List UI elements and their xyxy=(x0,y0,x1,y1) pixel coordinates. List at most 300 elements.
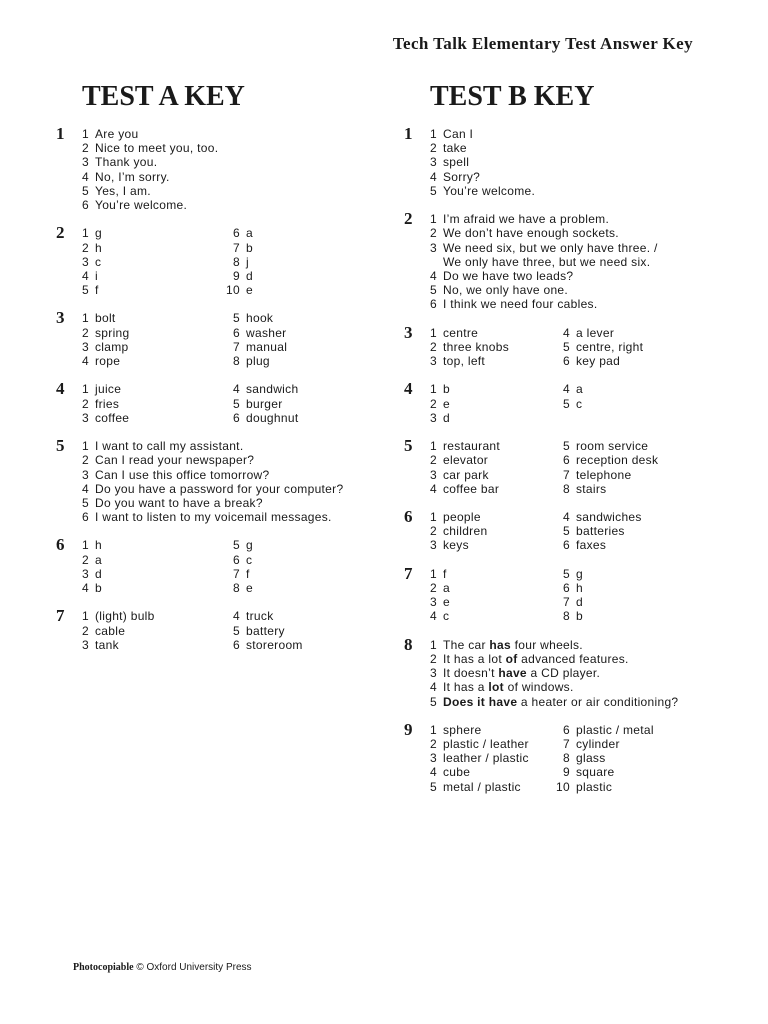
answer-cell-left xyxy=(82,581,224,595)
item-number: 7 xyxy=(233,566,240,581)
item-number: 5 xyxy=(233,396,240,411)
item-number: 3 xyxy=(82,566,89,581)
answer-text: Yes, I am. xyxy=(95,183,151,198)
item-number: 3 xyxy=(430,666,437,681)
answer-cell-right xyxy=(224,382,298,396)
item-number: 3 xyxy=(82,637,89,652)
answer-text: coffee xyxy=(95,410,130,425)
answer-section xyxy=(404,507,734,553)
answer-line xyxy=(430,695,734,709)
item-number: 1 xyxy=(430,382,437,397)
answer-cell-right xyxy=(224,255,249,269)
answer-text: doughnut xyxy=(246,410,299,425)
footer-publisher: © Oxford University Press xyxy=(136,962,252,973)
answer-text: d xyxy=(246,268,253,283)
answer-text: sandwiches xyxy=(576,510,642,525)
item-number: 6 xyxy=(563,354,570,368)
answer-line xyxy=(430,297,734,311)
answer-cell-left xyxy=(430,397,554,411)
answer-cell-right xyxy=(224,609,274,623)
item-number: 9 xyxy=(563,765,570,780)
answer-text: No, we only have one. xyxy=(443,283,569,298)
answer-line xyxy=(82,496,386,510)
answer-text: stairs xyxy=(576,481,607,496)
answer-cell-left xyxy=(82,226,224,240)
answer-text: h xyxy=(95,240,102,255)
answer-text: I want to listen to my voicemail messages. xyxy=(95,510,332,525)
item-number: 4 xyxy=(82,169,89,184)
answer-cell-right xyxy=(554,482,606,496)
section-number: 7 xyxy=(56,606,65,626)
item-number: 4 xyxy=(563,382,570,397)
item-number: 4 xyxy=(430,268,437,283)
answer-cell-left xyxy=(82,241,224,255)
answer-cell-right xyxy=(224,326,286,340)
answer-cell-left xyxy=(430,354,554,368)
answer-text: g xyxy=(246,538,253,553)
answer-text: f xyxy=(443,566,447,581)
answer-row xyxy=(82,340,386,354)
item-number: 3 xyxy=(430,240,437,255)
item-number: 3 xyxy=(82,339,89,354)
answer-text: Do you want to have a break? xyxy=(95,495,263,510)
item-number: 1 xyxy=(82,127,89,141)
section-number: 4 xyxy=(56,379,65,399)
item-number: 5 xyxy=(82,283,89,298)
answer-text: hook xyxy=(246,311,274,326)
answer-cell-left xyxy=(430,411,554,425)
item-number: 5 xyxy=(430,283,437,298)
answer-cell-left xyxy=(430,567,554,581)
item-number: 3 xyxy=(82,467,89,482)
item-number: 4 xyxy=(430,481,437,496)
answer-text: glass xyxy=(576,751,606,766)
answer-cell-left xyxy=(430,538,554,552)
answer-section xyxy=(404,634,734,709)
answer-cell-right xyxy=(554,411,576,425)
answer-line xyxy=(82,439,386,453)
answer-text: c xyxy=(443,609,450,624)
answer-line xyxy=(430,170,734,184)
answer-text: fries xyxy=(95,396,120,411)
answer-cell-left xyxy=(82,326,224,340)
answer-row xyxy=(430,468,734,482)
answer-section xyxy=(404,379,734,425)
answer-cell-right xyxy=(224,638,303,652)
answer-cell-right xyxy=(554,524,625,538)
answer-section xyxy=(56,436,386,525)
answer-text: plastic xyxy=(576,779,613,794)
item-number: 4 xyxy=(430,765,437,780)
item-number: 4 xyxy=(563,325,570,340)
answer-row xyxy=(82,609,386,623)
answer-cell-left xyxy=(430,439,554,453)
answer-cell-left xyxy=(82,638,224,652)
answer-cell-right xyxy=(224,567,250,581)
item-number: 3 xyxy=(82,254,89,269)
item-number: 5 xyxy=(430,779,437,794)
section-number: 7 xyxy=(404,563,413,583)
item-number: 2 xyxy=(430,339,437,354)
answer-text: a xyxy=(576,382,583,397)
section-number: 2 xyxy=(404,209,413,229)
item-number: 4 xyxy=(430,680,437,695)
item-number: 4 xyxy=(82,268,89,283)
answer-section xyxy=(404,322,734,369)
answer-text: d xyxy=(443,410,450,425)
answer-text: batteries xyxy=(576,524,625,539)
answer-text: (light) bulb xyxy=(95,609,155,624)
item-number: 6 xyxy=(233,637,240,652)
answer-text: i xyxy=(95,268,98,283)
answer-row xyxy=(82,411,386,425)
item-number: 4 xyxy=(82,581,89,595)
answer-text: e xyxy=(246,283,253,298)
answer-line xyxy=(430,255,734,269)
item-number: 2 xyxy=(430,141,437,156)
answer-line xyxy=(82,198,386,212)
answer-row xyxy=(82,269,386,283)
answer-cell-left xyxy=(430,468,554,482)
answer-cell-left xyxy=(430,524,554,538)
answer-row xyxy=(430,397,734,411)
answer-text: We don’t have enough sockets. xyxy=(443,226,619,241)
answer-text: Can I use this office tomorrow? xyxy=(95,467,270,482)
answer-text: b xyxy=(95,581,102,595)
answer-text: battery xyxy=(246,623,285,638)
item-number: 5 xyxy=(563,396,570,411)
answer-text: a xyxy=(443,581,450,595)
answer-fragment: It doesn’t xyxy=(443,666,499,681)
answer-cell-right xyxy=(554,723,654,737)
answer-text: We only have three, but we need six. xyxy=(443,254,651,269)
item-number: 6 xyxy=(233,226,240,241)
answer-line xyxy=(82,482,386,496)
answer-cell-right xyxy=(224,354,270,368)
item-number: 1 xyxy=(430,127,437,141)
answer-text: g xyxy=(95,226,102,241)
answer-row xyxy=(430,326,734,340)
answer-text: key pad xyxy=(576,354,621,368)
answer-cell-right xyxy=(554,595,583,609)
test-b-column xyxy=(404,80,734,808)
answer-row xyxy=(430,510,734,524)
answer-line xyxy=(430,241,734,255)
answer-cell-left xyxy=(82,269,224,283)
item-number: 2 xyxy=(430,396,437,411)
answer-text: juice xyxy=(95,382,122,397)
answer-row xyxy=(82,241,386,255)
item-number: 4 xyxy=(430,169,437,184)
item-number: 5 xyxy=(233,311,240,326)
answer-text: b xyxy=(576,609,583,624)
answer-row xyxy=(430,354,734,368)
answer-row xyxy=(430,453,734,467)
answer-line xyxy=(430,155,734,169)
answer-text: metal / plastic xyxy=(443,779,521,794)
item-number: 4 xyxy=(563,510,570,525)
answer-text: c xyxy=(95,254,102,269)
answer-text: centre xyxy=(443,325,479,340)
answer-row xyxy=(82,326,386,340)
item-number: 4 xyxy=(430,609,437,624)
answer-cell-right xyxy=(554,737,620,751)
answer-text: a xyxy=(95,552,102,567)
answer-row xyxy=(82,255,386,269)
answer-cell-right xyxy=(554,510,642,524)
answer-text: plastic / metal xyxy=(576,722,654,737)
answer-row xyxy=(82,638,386,652)
answer-cell-left xyxy=(430,326,554,340)
item-number: 2 xyxy=(82,623,89,638)
answer-cell-left xyxy=(430,765,554,779)
item-number: 2 xyxy=(430,226,437,241)
answer-cell-left xyxy=(430,780,554,794)
answer-cell-right xyxy=(224,538,253,552)
answer-text: I want to call my assistant. xyxy=(95,439,244,454)
answer-fragment: It has a xyxy=(443,680,489,695)
answer-text: e xyxy=(443,595,450,610)
section-number: 8 xyxy=(404,634,413,654)
answer-text: bolt xyxy=(95,311,116,326)
item-number: 2 xyxy=(82,240,89,255)
answer-row xyxy=(430,567,734,581)
answer-section xyxy=(404,124,734,198)
answer-row xyxy=(82,226,386,240)
answer-row xyxy=(82,538,386,552)
answer-emphasis: of xyxy=(505,651,518,666)
answer-row xyxy=(430,411,734,425)
item-number: 5 xyxy=(82,183,89,198)
item-number: 6 xyxy=(563,722,570,737)
answer-text: square xyxy=(576,765,615,780)
answer-text: Do we have two leads? xyxy=(443,268,574,283)
answer-cell-right xyxy=(224,241,253,255)
answer-text: j xyxy=(246,254,249,269)
answer-text: f xyxy=(246,566,250,581)
answer-cell-left xyxy=(82,538,224,552)
answer-text xyxy=(443,695,678,709)
answer-cell-right xyxy=(554,538,606,552)
item-number: 3 xyxy=(82,410,89,425)
item-number: 1 xyxy=(82,382,89,397)
item-number: 6 xyxy=(430,297,437,312)
answer-line xyxy=(430,127,734,141)
item-number: 7 xyxy=(233,339,240,354)
answer-text: b xyxy=(246,240,253,255)
answer-text: Nice to meet you, too. xyxy=(95,141,219,156)
answer-cell-left xyxy=(82,609,224,623)
item-number: 5 xyxy=(563,339,570,354)
answer-text: three knobs xyxy=(443,339,510,354)
item-number: 5 xyxy=(233,623,240,638)
answer-cell-left xyxy=(82,397,224,411)
answer-cell-right xyxy=(554,581,583,595)
answer-text: truck xyxy=(246,609,274,624)
item-number: 2 xyxy=(430,524,437,539)
answer-text: d xyxy=(95,566,102,581)
section-number: 3 xyxy=(56,308,65,328)
answer-cell-right xyxy=(224,553,252,567)
answer-cell-left xyxy=(82,340,224,354)
answer-line xyxy=(430,212,734,226)
answer-line xyxy=(82,184,386,198)
item-number: 10 xyxy=(226,283,240,298)
answer-row xyxy=(430,382,734,396)
answer-text: f xyxy=(95,283,99,298)
answer-cell-left xyxy=(82,382,224,396)
answer-emphasis: have xyxy=(498,666,527,681)
item-number: 2 xyxy=(430,453,437,468)
answer-row xyxy=(82,382,386,396)
answer-text: manual xyxy=(246,339,288,354)
answer-section xyxy=(56,308,386,368)
answer-text: plug xyxy=(246,354,270,368)
item-number: 10 xyxy=(556,779,570,794)
section-number: 1 xyxy=(56,124,65,143)
item-number: 1 xyxy=(430,439,437,454)
answer-section xyxy=(56,379,386,425)
answer-text: faxes xyxy=(576,538,607,553)
answer-line xyxy=(430,680,734,694)
item-number: 3 xyxy=(430,538,437,553)
answer-text: cube xyxy=(443,765,471,780)
answer-cell-left xyxy=(82,624,224,638)
answer-emphasis: lot xyxy=(488,680,504,695)
answer-text: burger xyxy=(246,396,283,411)
test-b-sections xyxy=(404,124,734,794)
answer-cell-right xyxy=(224,624,285,638)
answer-row xyxy=(82,624,386,638)
item-number: 2 xyxy=(82,325,89,340)
answer-fragment: The car xyxy=(443,637,490,652)
answer-text: people xyxy=(443,510,481,525)
item-number: 6 xyxy=(233,325,240,340)
answer-cell-right xyxy=(224,311,273,325)
answer-row xyxy=(82,311,386,325)
answer-text xyxy=(443,638,583,652)
answer-text: room service xyxy=(576,439,649,454)
answer-row xyxy=(430,723,734,737)
item-number: 2 xyxy=(82,141,89,156)
answer-row xyxy=(430,340,734,354)
answer-cell-right xyxy=(224,581,253,595)
answer-cell-right xyxy=(554,751,606,765)
item-number: 8 xyxy=(233,581,240,595)
item-number: 8 xyxy=(563,481,570,496)
item-number: 1 xyxy=(430,212,437,227)
footer xyxy=(73,962,252,973)
section-number: 4 xyxy=(404,379,413,399)
answer-cell-left xyxy=(430,751,554,765)
answer-text: restaurant xyxy=(443,439,501,454)
item-number: 5 xyxy=(430,694,437,709)
answer-text: clamp xyxy=(95,339,129,354)
answer-section xyxy=(56,223,386,298)
item-number: 5 xyxy=(233,538,240,553)
answer-line xyxy=(82,468,386,482)
test-a-title: TEST A KEY xyxy=(82,81,245,112)
item-number: 1 xyxy=(430,566,437,581)
answer-cell-right xyxy=(554,765,615,779)
answer-text: plastic / leather xyxy=(443,737,529,752)
item-number: 1 xyxy=(82,226,89,241)
answer-row xyxy=(430,482,734,496)
answer-cell-right xyxy=(554,326,614,340)
answer-text xyxy=(443,666,600,680)
answer-fragment: It has a lot xyxy=(443,651,506,666)
answer-section xyxy=(56,606,386,652)
answer-cell-left xyxy=(82,311,224,325)
answer-cell-left xyxy=(82,553,224,567)
item-number: 1 xyxy=(82,439,89,454)
answer-text: h xyxy=(576,581,583,595)
answer-cell-right xyxy=(554,780,612,794)
item-number: 1 xyxy=(430,325,437,340)
answer-text: leather / plastic xyxy=(443,751,529,766)
answer-cell-left xyxy=(82,567,224,581)
answer-text: telephone xyxy=(576,467,632,482)
answer-cell-right xyxy=(224,397,283,411)
answer-text: tank xyxy=(95,637,119,652)
answer-row xyxy=(430,581,734,595)
answer-row xyxy=(430,751,734,765)
answer-cell-right xyxy=(224,269,253,283)
answer-line xyxy=(430,226,734,240)
item-number: 1 xyxy=(82,609,89,624)
answer-line xyxy=(430,184,734,198)
answer-line xyxy=(430,283,734,297)
answer-section xyxy=(404,719,734,794)
item-number: 2 xyxy=(430,581,437,595)
section-number: 2 xyxy=(56,223,65,243)
answer-text: You’re welcome. xyxy=(95,197,188,212)
answer-cell-right xyxy=(554,453,658,467)
answer-text: car park xyxy=(443,467,489,482)
answer-text: Are you xyxy=(95,127,139,141)
answer-section xyxy=(404,563,734,624)
item-number: 3 xyxy=(430,595,437,610)
answer-cell-left xyxy=(430,723,554,737)
answer-section xyxy=(56,124,386,212)
answer-fragment: of windows. xyxy=(503,680,574,695)
item-number: 1 xyxy=(430,510,437,525)
answer-text: Do you have a password for your computer? xyxy=(95,481,344,496)
answer-cell-left xyxy=(430,609,554,623)
answer-line xyxy=(430,269,734,283)
answer-text: e xyxy=(443,396,450,411)
answer-text: e xyxy=(246,581,253,595)
item-number: 1 xyxy=(82,311,89,326)
answer-text: d xyxy=(576,595,583,610)
item-number: 4 xyxy=(233,609,240,624)
answer-cell-left xyxy=(82,283,224,297)
section-number: 5 xyxy=(404,436,413,456)
answer-row xyxy=(82,553,386,567)
answer-row xyxy=(82,397,386,411)
item-number: 6 xyxy=(233,552,240,567)
answer-line xyxy=(82,170,386,184)
answer-cell-right xyxy=(224,226,253,240)
answer-line xyxy=(430,666,734,680)
item-number: 2 xyxy=(430,737,437,752)
answer-cell-left xyxy=(82,411,224,425)
item-number: 8 xyxy=(563,609,570,624)
answer-row xyxy=(430,595,734,609)
answer-text: No, I’m sorry. xyxy=(95,169,170,184)
item-number: 3 xyxy=(430,155,437,170)
answer-text: I think we need four cables. xyxy=(443,297,598,312)
